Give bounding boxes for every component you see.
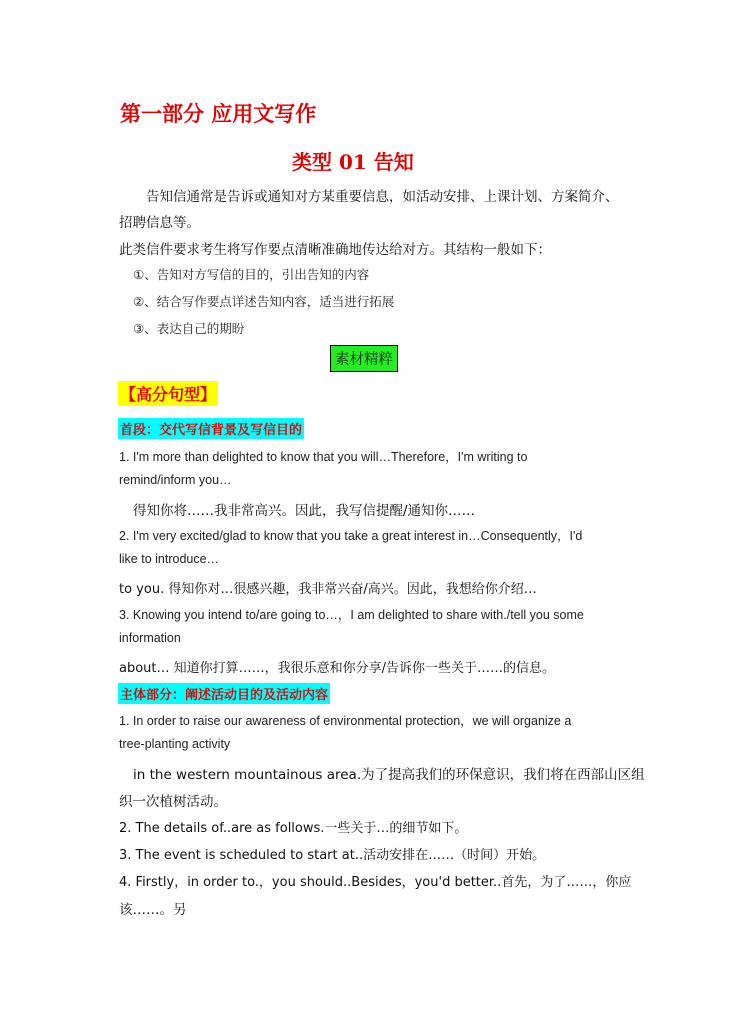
sentence-en: remind/inform you… xyxy=(119,473,232,487)
sentence-mixed: 4. Firstly，in order to.，you should..Besides，you'd better..首先，为了……，你应 xyxy=(119,875,632,890)
sentence-mixed: about… 知道你打算……，我很乐意和你分享/告诉你一些关于……的信息。 xyxy=(119,661,556,676)
intro-line: 告知信通常是告诉或通知对方某重要信息，如活动安排、上课计划、方案简介、 xyxy=(146,189,619,205)
sentence-en: 1. I'm more than delighted to know that you will…Therefore，I'm writing to xyxy=(119,450,528,464)
section-label-main: 主体部分：阐述活动目的及活动内容 xyxy=(118,683,330,704)
intro-line: 招聘信息等。 xyxy=(119,215,200,231)
type-title: 类型 01 告知 xyxy=(292,150,414,174)
intro-line: 此类信件要求考生将写作要点清晰准确地传达给对方。其结构一般如下： xyxy=(119,242,551,258)
sentence-en: 3. Knowing you intend to/are going to…，I am delighted to share with./tell you some xyxy=(119,608,584,622)
sentence-en: information xyxy=(119,631,181,645)
structure-item: ③、表达自己的期盼 xyxy=(133,321,245,336)
sentence-cn: 织一次植树活动。 xyxy=(119,794,227,810)
structure-item: ②、结合写作要点详述告知内容，适当进行拓展 xyxy=(133,294,395,309)
high-score-label: 【高分句型】 xyxy=(118,381,218,406)
sentence-en: 1. In order to raise our awareness of environmental protection，we will organize a xyxy=(119,714,572,728)
structure-item: ①、告知对方写信的目的，引出告知的内容 xyxy=(133,267,370,282)
sentence-en: 2. I'm very excited/glad to know that you take a great interest in…Consequently，I'd xyxy=(119,529,583,543)
sentence-mixed: to you. 得知你对…很感兴趣，我非常兴奋/高兴。因此，我想给你介绍… xyxy=(119,582,537,597)
sentence-cn: 得知你将……我非常高兴。因此，我写信提醒/通知你…… xyxy=(133,503,476,519)
part-title: 第一部分 应用文写作 xyxy=(120,101,317,126)
sentence-mixed: in the western mountainous area.为了提高我们的环保意识，我们将在西部山区组 xyxy=(133,767,645,783)
material-label: 素材精粹 xyxy=(330,345,398,372)
sentence-en: tree-planting activity xyxy=(119,737,231,751)
section-label-opening: 首段：交代写信背景及写信目的 xyxy=(118,418,304,439)
sentence-mixed: 2. The details of..are as follows.一些关于…的细节如下。 xyxy=(119,821,468,836)
sentence-mixed: 3. The event is scheduled to start at..活动安排在……（时间）开始。 xyxy=(119,848,546,863)
sentence-cn: 该……。另 xyxy=(119,902,187,918)
sentence-en: like to introduce… xyxy=(119,552,220,566)
